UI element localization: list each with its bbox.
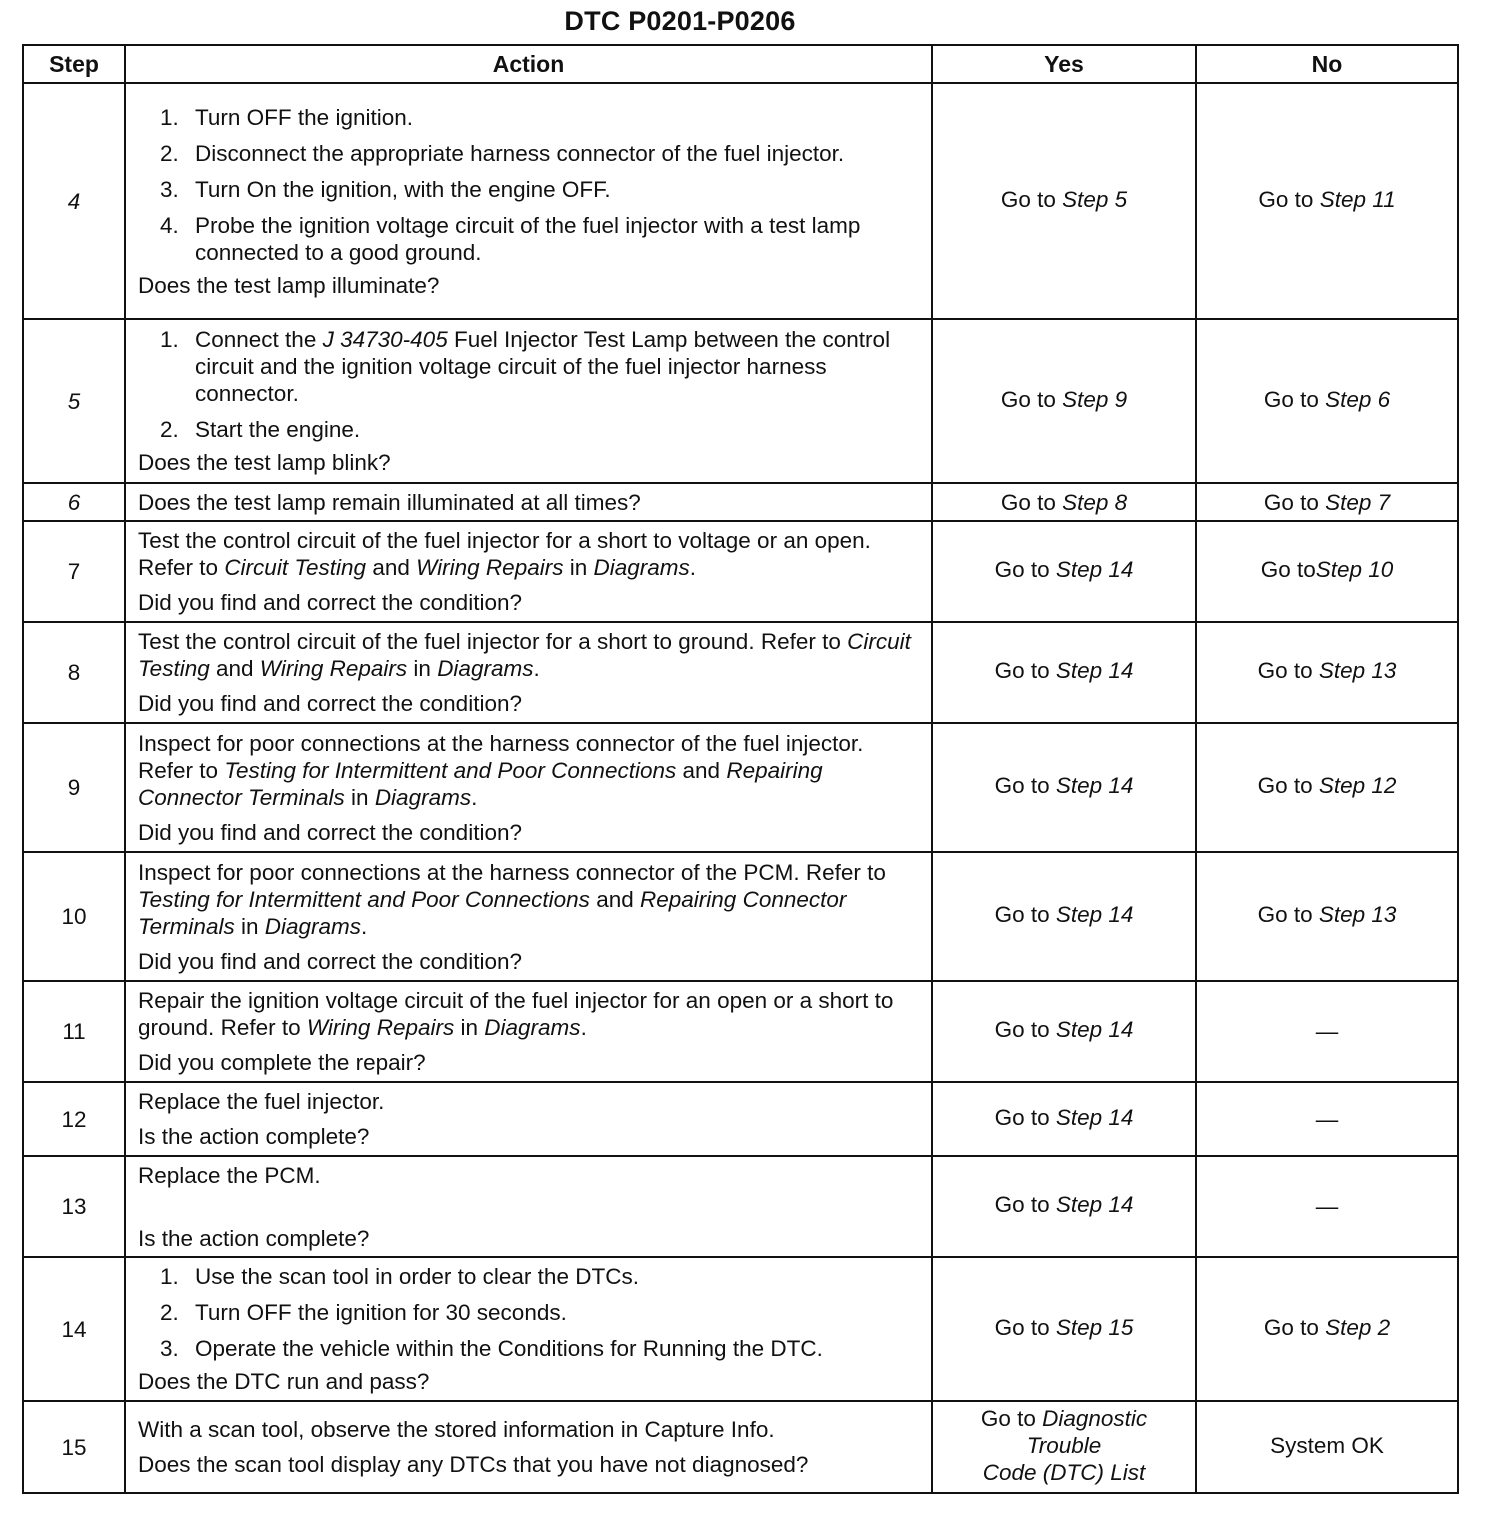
list-item: 2. Turn OFF the ignition for 30 seconds. <box>160 1300 567 1325</box>
no-cell: System OK <box>1196 1401 1458 1493</box>
step-number: 11 <box>23 981 125 1082</box>
yes-cell: Go to Step 8 <box>932 483 1196 521</box>
action-cell <box>125 521 932 622</box>
action-cell <box>125 83 932 319</box>
action-cell <box>125 622 932 723</box>
table-row-step-12 <box>23 1082 1458 1156</box>
header-action: Action <box>125 45 932 83</box>
action-cell <box>125 483 932 521</box>
list-item: 2. Start the engine. <box>160 417 361 442</box>
question-text: Did you complete the repair? <box>138 1050 426 1075</box>
yes-cell: Go to Step 14 <box>932 622 1196 723</box>
list-item: 3. Turn On the ignition, with the engine OFF. <box>160 176 611 202</box>
action-cell <box>125 1082 932 1156</box>
table-row-step-11 <box>23 981 1458 1082</box>
page-title: DTC P0201-P0206 <box>564 6 796 36</box>
question-text: Is the action complete? <box>138 1124 370 1149</box>
instruction-text: Test the control circuit of the fuel injector for a short to voltage or an open. Refer to Circuit Testing and Wiring Repairs in Diagrams. <box>138 528 871 580</box>
header-row <box>23 45 1458 83</box>
question-text: Does the test lamp blink? <box>138 450 391 475</box>
instruction-text: Test the control circuit of the fuel injector for a short to ground. Refer to Circuit Testing and Wiring Repairs in Diagrams. <box>138 629 911 681</box>
step-number: 9 <box>23 723 125 852</box>
yes-cell: Go to Step 14 <box>932 981 1196 1082</box>
yes-cell: Go to Step 14 <box>932 852 1196 981</box>
question-text: Did you find and correct the condition? <box>138 819 522 845</box>
no-cell: — <box>1196 1082 1458 1156</box>
step-number: 5 <box>23 319 125 483</box>
table-row-step-6 <box>23 483 1458 521</box>
step-number: 15 <box>23 1401 125 1493</box>
action-cell <box>125 981 932 1082</box>
instruction-list <box>138 104 919 266</box>
dtc-table <box>22 44 1459 1494</box>
header-yes: Yes <box>932 45 1196 83</box>
step-number: 12 <box>23 1082 125 1156</box>
table-row-step-9 <box>23 723 1458 852</box>
step-number: 8 <box>23 622 125 723</box>
step-number: 10 <box>23 852 125 981</box>
list-item: 3. Operate the vehicle within the Conditions for Running the DTC. <box>160 1336 823 1361</box>
instruction-list <box>138 326 919 443</box>
yes-cell: Go to Step 5 <box>932 83 1196 319</box>
yes-cell: Go to Step 14 <box>932 723 1196 852</box>
question-text: Does the DTC run and pass? <box>138 1369 430 1394</box>
no-cell: — <box>1196 981 1458 1082</box>
no-cell: Go to Step 12 <box>1196 723 1458 852</box>
action-cell <box>125 723 932 852</box>
instruction-list <box>138 1263 919 1362</box>
yes-cell: Go to Step 14 <box>932 1156 1196 1257</box>
instruction-text: With a scan tool, observe the stored information in Capture Info. <box>138 1417 775 1442</box>
no-cell: — <box>1196 1156 1458 1257</box>
action-cell <box>125 852 932 981</box>
step-number: 7 <box>23 521 125 622</box>
table-row-step-13 <box>23 1156 1458 1257</box>
question-text: Did you find and correct the condition? <box>138 590 522 615</box>
step-number: 4 <box>23 83 125 319</box>
instruction-text: Replace the fuel injector. <box>138 1089 385 1114</box>
header-no: No <box>1196 45 1458 83</box>
question-text: Does the test lamp illuminate? <box>138 272 440 298</box>
yes-cell: Go to Diagnostic Trouble Code (DTC) List <box>932 1401 1196 1493</box>
list-item: 2. Disconnect the appropriate harness connector of the fuel injector. <box>160 140 845 166</box>
instruction-text: Replace the PCM. <box>138 1162 321 1188</box>
no-cell: Go to Step 6 <box>1196 319 1458 483</box>
question-text: Does the test lamp remain illuminated at all times? <box>138 489 641 515</box>
yes-cell: Go to Step 9 <box>932 319 1196 483</box>
list-item: 1. Turn OFF the ignition. <box>160 104 414 130</box>
table-row-step-15 <box>23 1401 1458 1493</box>
step-number: 6 <box>23 483 125 521</box>
instruction-text: Repair the ignition voltage circuit of the fuel injector for an open or a short to ground. Refer to Wiring Repairs in Diagrams. <box>138 988 894 1040</box>
table-row-step-7 <box>23 521 1458 622</box>
question-text: Does the scan tool display any DTCs that you have not diagnosed? <box>138 1452 809 1477</box>
action-cell <box>125 1401 932 1493</box>
yes-cell: Go to Step 15 <box>932 1257 1196 1401</box>
yes-cell: Go to Step 14 <box>932 1082 1196 1156</box>
table-row-step-10 <box>23 852 1458 981</box>
table-row-step-14 <box>23 1257 1458 1401</box>
no-cell: Go toStep 10 <box>1196 521 1458 622</box>
instruction-text: Inspect for poor connections at the harness connector of the fuel injector. Refer to Testing for Intermittent and Poor Connections and Repairing Connector Terminals in Diagrams. <box>138 730 864 810</box>
list-item: 1. Use the scan tool in order to clear the DTCs. <box>160 1264 639 1289</box>
table-row-step-5 <box>23 319 1458 483</box>
step-number: 13 <box>23 1156 125 1257</box>
no-cell: Go to Step 13 <box>1196 622 1458 723</box>
no-cell: Go to Step 13 <box>1196 852 1458 981</box>
no-cell: Go to Step 2 <box>1196 1257 1458 1401</box>
action-cell <box>125 1156 932 1257</box>
no-cell: Go to Step 7 <box>1196 483 1458 521</box>
step-number: 14 <box>23 1257 125 1401</box>
question-text: Did you find and correct the condition? <box>138 691 522 716</box>
list-item: 4. Probe the ignition voltage circuit of the fuel injector with a test lamp connected to a good ground. <box>160 212 861 265</box>
yes-cell: Go to Step 14 <box>932 521 1196 622</box>
question-text: Is the action complete? <box>138 1225 370 1251</box>
question-text: Did you find and correct the condition? <box>138 948 522 974</box>
table-row-step-8 <box>23 622 1458 723</box>
no-cell: Go to Step 11 <box>1196 83 1458 319</box>
blank-line <box>138 1189 919 1225</box>
table-row-step-4 <box>23 83 1458 319</box>
action-cell <box>125 1257 932 1401</box>
action-cell <box>125 319 932 483</box>
instruction-text: Inspect for poor connections at the harness connector of the PCM. Refer to Testing for Intermittent and Poor Connections and Repairing Connector Terminals in Diagrams. <box>138 859 886 939</box>
list-item: 1. Connect the J 34730-405 Fuel Injector Test Lamp between the control circuit and the ignition voltage circuit of the fuel injector harness connector. <box>160 327 891 406</box>
header-step: Step <box>23 45 125 83</box>
